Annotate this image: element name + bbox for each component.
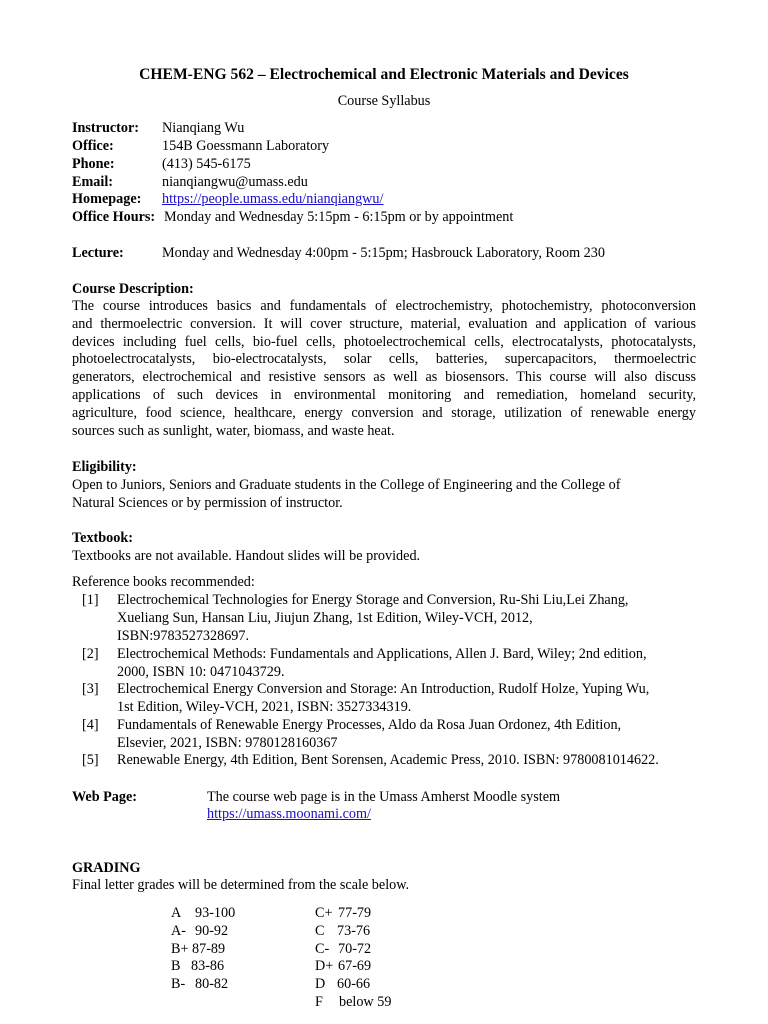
office-hours-label: Office Hours:: [72, 209, 156, 225]
reference-number: [3]: [82, 681, 99, 697]
textbook-note: Textbooks are not available. Handout slides will be provided.: [72, 548, 421, 564]
reference-line: Electrochemical Energy Conversion and Storage: An Introduction, Rudolf Holze, Yuping Wu,: [117, 681, 650, 697]
grade-range: 93-100: [195, 905, 236, 921]
textbook-heading: Textbook:: [72, 530, 133, 546]
office-hours-value: Monday and Wednesday 5:15pm - 6:15pm or by appointment: [164, 209, 514, 225]
email-value: nianqiangwu@umass.edu: [162, 174, 308, 190]
grading-heading: GRADING: [72, 860, 141, 876]
reference-line: Renewable Energy, 4th Edition, Bent Sorensen, Academic Press, 2010. ISBN: 9780081014622.: [117, 752, 659, 768]
phone-label: Phone:: [72, 156, 115, 172]
reference-line: Fundamentals of Renewable Energy Processes, Aldo da Rosa Juan Ordonez, 4th Edition,: [117, 717, 622, 733]
reference-line: 1st Edition, Wiley-VCH, 2021, ISBN: 3527334319.: [117, 698, 412, 715]
lecture-value: Monday and Wednesday 4:00pm - 5:15pm; Hasbrouck Laboratory, Room 230: [162, 245, 605, 261]
grade-letter: B-: [171, 976, 186, 992]
description-line: generators, electrochemical and resistive sensors as well as biosensors. This course will also discuss: [72, 369, 696, 386]
grade-letter: A: [171, 905, 182, 921]
course-title: CHEM-ENG 562 – Electrochemical and Electronic Materials and Devices: [139, 66, 629, 83]
grade-range: 80-82: [195, 976, 229, 992]
moodle-link[interactable]: https://umass.moonami.com/: [207, 806, 371, 822]
grade-range: 87-89: [192, 941, 226, 957]
webpage-text: The course web page is in the Umass Amherst Moodle system: [207, 789, 561, 805]
office-value: 154B Goessmann Laboratory: [162, 138, 330, 154]
eligibility-line: Natural Sciences or by permission of instructor.: [72, 495, 343, 511]
lecture-label: Lecture:: [72, 245, 124, 261]
reference-number: [1]: [82, 592, 99, 608]
reference-number: [4]: [82, 717, 99, 733]
email-label: Email:: [72, 174, 113, 190]
grade-letter: B: [171, 958, 181, 974]
grade-letter: A-: [171, 923, 186, 939]
grade-letter: C: [315, 923, 325, 939]
reference-number: [2]: [82, 646, 99, 662]
description-line: photoelectrocatalysts, bio-electrocatalysts, solar cells, batteries, supercapacitors, thermoelectric: [72, 351, 696, 368]
reference-line: ISBN:9783527328697.: [117, 627, 250, 644]
grade-letter: C-: [315, 941, 330, 957]
instructor-value: Nianqiang Wu: [162, 120, 245, 136]
instructor-label: Instructor:: [72, 120, 139, 136]
grade-range: 77-79: [338, 905, 372, 921]
phone-value: (413) 545-6175: [162, 156, 251, 172]
description-line: The course introduces basics and fundamentals of electrochemistry, photochemistry, photoconversion: [72, 298, 696, 314]
description-line: sources such as sunlight, water, biomass, and waste heat.: [72, 422, 395, 439]
grade-letter: D+: [315, 958, 334, 974]
eligibility-line: Open to Juniors, Seniors and Graduate students in the College of Engineering and the College of: [72, 477, 621, 493]
description-line: devices including fuel cells, bio-fuel cells, photoelectrochemical cells, electrocatalysts, photocatalysts,: [72, 333, 696, 350]
grade-range: 90-92: [195, 923, 229, 939]
reference-intro: Reference books recommended:: [72, 574, 255, 590]
reference-number: [5]: [82, 752, 99, 768]
grade-letter: C+: [315, 905, 333, 921]
reference-line: Electrochemical Technologies for Energy Storage and Conversion, Ru-Shi Liu,Lei Zhang,: [117, 592, 629, 608]
course-subtitle: Course Syllabus: [337, 93, 431, 109]
webpage-label: Web Page:: [72, 789, 138, 805]
grade-range: 60-66: [337, 976, 371, 992]
grade-range: 70-72: [338, 941, 372, 957]
reference-line: Electrochemical Methods: Fundamentals and Applications, Allen J. Bard, Wiley; 2nd edition,: [117, 646, 647, 662]
office-label: Office:: [72, 138, 114, 154]
grade-range: 83-86: [191, 958, 225, 974]
grade-range: below 59: [339, 994, 392, 1010]
homepage-link[interactable]: https://people.umass.edu/nianqiangwu/: [162, 191, 384, 207]
grade-range: 73-76: [337, 923, 371, 939]
description-line: agriculture, food science, healthcare, energy conversion and storage, utilization of renewable energy: [72, 404, 696, 421]
description-line: applications of such devices in environmental monitoring and remediation, homeland security,: [72, 386, 696, 403]
homepage-label: Homepage:: [72, 191, 142, 207]
reference-line: Xueliang Sun, Hansan Liu, Jiujun Zhang, 1st Edition, Wiley-VCH, 2012,: [117, 609, 533, 626]
grade-letter: F: [315, 994, 323, 1010]
reference-line: 2000, ISBN 10: 0471043729.: [117, 663, 285, 680]
grading-intro: Final letter grades will be determined from the scale below.: [72, 877, 410, 893]
reference-line: Elsevier, 2021, ISBN: 9780128160367: [117, 734, 338, 751]
grade-letter: D: [315, 976, 326, 992]
description-heading: Course Description:: [72, 281, 194, 297]
grade-letter: B+: [171, 941, 189, 957]
grade-range: 67-69: [338, 958, 372, 974]
eligibility-heading: Eligibility:: [72, 459, 137, 475]
description-paragraph: [72, 298, 696, 440]
description-line: and thermoelectric conversion. It will cover structure, material, evaluation and application of various: [72, 315, 696, 332]
